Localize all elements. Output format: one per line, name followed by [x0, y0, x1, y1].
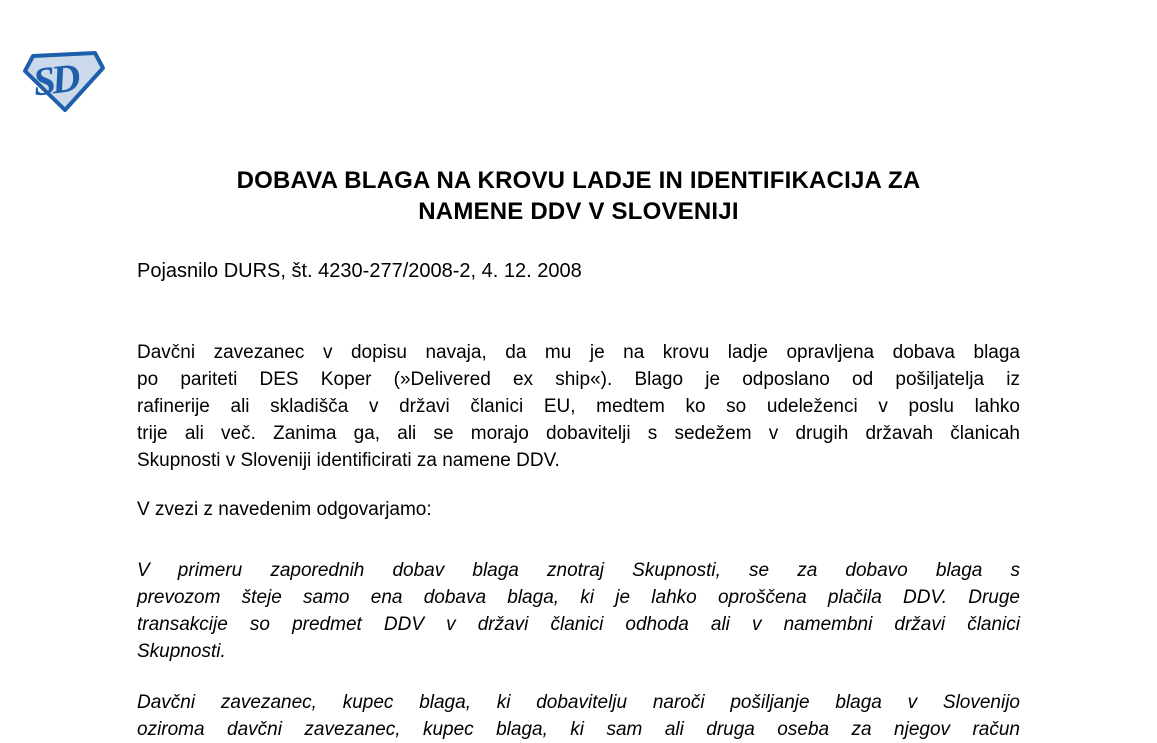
text-line: po pariteti DES Koper (»Delivered ex ship«). Blago je odposlano od pošiljatelja iz: [137, 369, 1020, 390]
sd-logo-icon: [22, 47, 106, 113]
paragraph-taxpayer-question: [137, 339, 1020, 474]
text-line: trije ali več. Zanima ga, ali se morajo dobavitelji s sedežem v drugih državah članicah: [137, 423, 1020, 444]
text-line: rafinerije ali skladišča v državi članici EU, medtem ko so udeleženci v poslu lahko: [137, 396, 1020, 417]
text-line: Skupnosti.: [137, 641, 226, 662]
document-reference: Pojasnilo DURS, št. 4230-277/2008-2, 4. 12. 2008: [137, 260, 582, 282]
title-line-2: NAMENE DDV V SLOVENIJI: [418, 198, 739, 225]
text-line: Skupnosti v Sloveniji identificirati za namene DDV.: [137, 450, 560, 471]
text-line: oziroma davčni zavezanec, kupec blaga, ki sam ali druga oseba za njegov račun: [137, 719, 1020, 740]
paragraph-answer-1: [137, 557, 1020, 665]
paragraph-answer-intro: [137, 496, 1020, 523]
text-line: prevozom šteje samo ena dobava blaga, ki je lahko oproščena plačila DDV. Druge: [137, 587, 1020, 608]
text-line: V primeru zaporednih dobav blaga znotraj Skupnosti, se za dobavo blaga s: [137, 560, 1020, 581]
sd-logo-letters: SD: [30, 54, 79, 105]
text-line: V zvezi z navedenim odgovarjamo:: [137, 499, 432, 520]
text-line: Davčni zavezanec, kupec blaga, ki dobavitelju naroči pošiljanje blaga v Slovenijo: [137, 692, 1020, 713]
paragraph-answer-2: [137, 689, 1020, 743]
document-title: [137, 165, 1020, 227]
text-line: transakcije so predmet DDV v državi članici odhoda ali v namembni državi članici: [137, 614, 1020, 635]
document-content: [137, 0, 1020, 743]
title-line-1: DOBAVA BLAGA NA KROVU LADJE IN IDENTIFIKACIJA ZA: [236, 167, 921, 194]
text-line: Davčni zavezanec v dopisu navaja, da mu je na krovu ladje opravljena dobava blaga: [137, 342, 1020, 363]
